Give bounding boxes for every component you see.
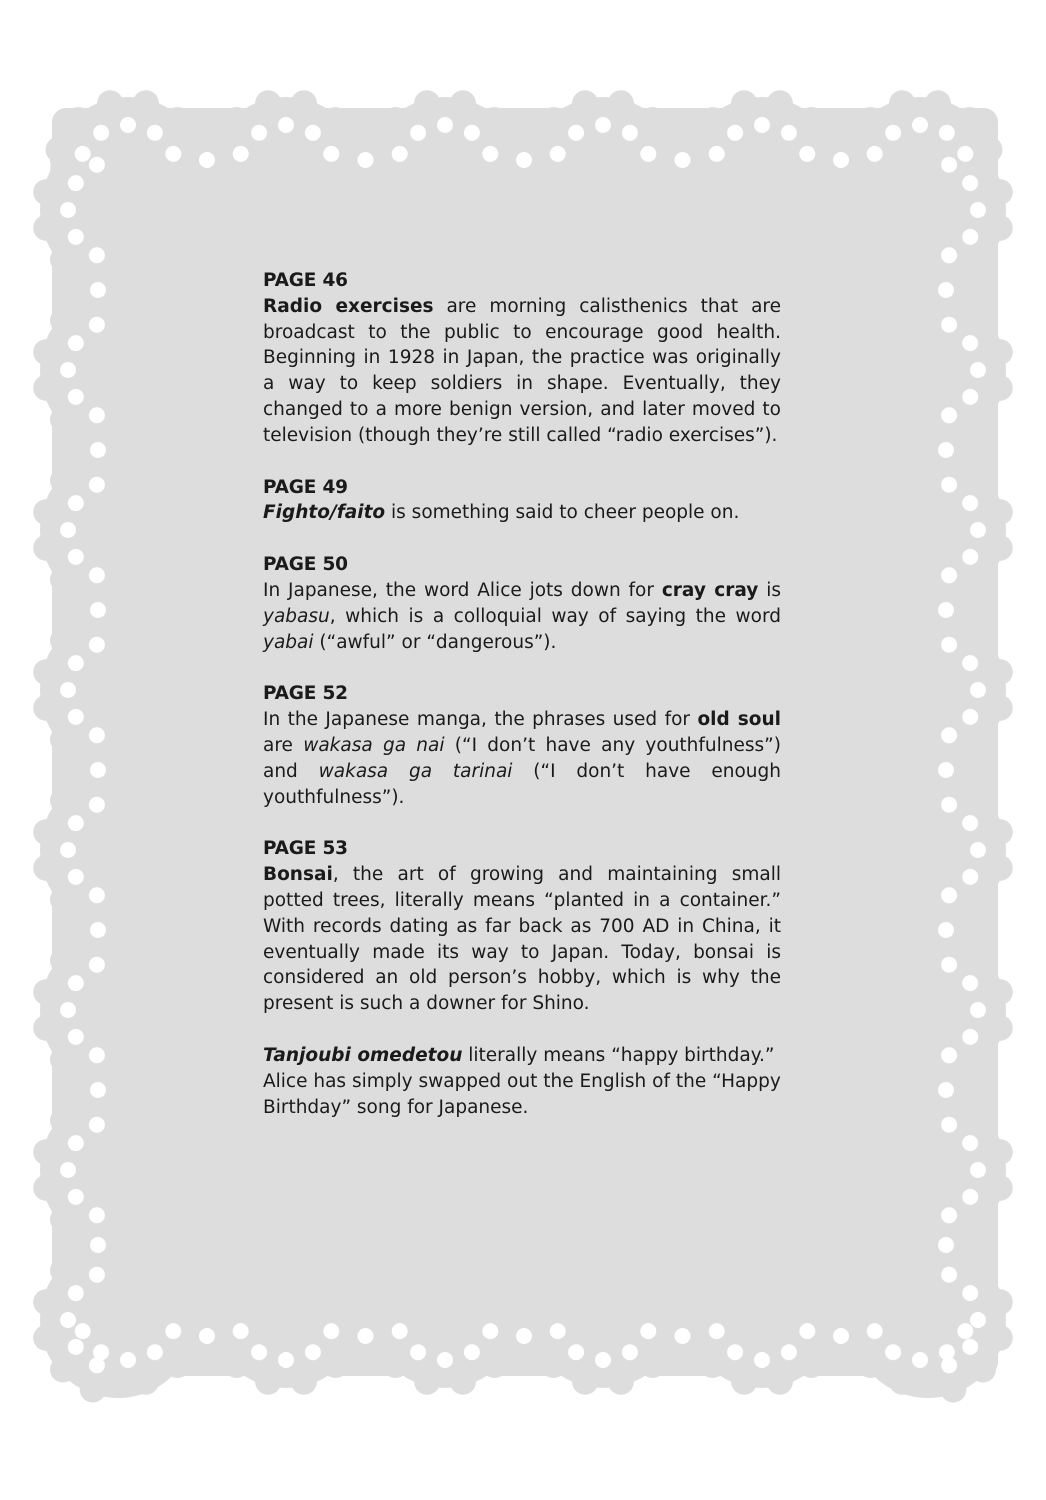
lace-hole <box>323 1323 339 1339</box>
japanese-word: wakasa ga nai <box>303 734 445 756</box>
lace-hole <box>799 146 815 162</box>
japanese-word: wakasa ga tarinai <box>318 760 513 782</box>
lace-hole <box>68 869 84 885</box>
lace-hole <box>516 152 532 168</box>
glossary-term: Tanjoubi omedetou <box>263 1044 463 1066</box>
lace-hole <box>938 922 954 938</box>
note-text: In Japanese, the word Alice jots down for <box>263 579 662 601</box>
lace-hole <box>89 247 105 263</box>
lace-hole <box>482 146 498 162</box>
lace-hole <box>90 762 106 778</box>
lace-hole <box>233 1323 249 1339</box>
lace-hole <box>516 1328 532 1344</box>
lace-hole <box>68 389 84 405</box>
note-text: (“I don’t have any youthfulness”) and <box>263 734 781 782</box>
note-text: is <box>758 579 781 601</box>
lace-hole <box>941 1267 957 1283</box>
lace-hole <box>941 407 957 423</box>
note-body <box>263 1043 781 1120</box>
lace-hole <box>941 957 957 973</box>
lace-hole <box>75 1323 91 1339</box>
lace-hole <box>970 1002 986 1018</box>
lace-hole <box>938 762 954 778</box>
lace-hole <box>867 146 883 162</box>
lace-hole <box>727 125 743 141</box>
lace-hole <box>754 1352 770 1368</box>
lace-hole <box>970 1312 986 1328</box>
note-page-heading: PAGE 52 <box>263 683 348 705</box>
lace-hole <box>595 117 611 133</box>
lace-hole <box>89 1117 105 1133</box>
lace-hole <box>962 1189 978 1205</box>
lace-hole <box>68 175 84 191</box>
note-page-heading: PAGE 49 <box>263 476 348 498</box>
lace-hole <box>568 125 584 141</box>
lace-hole <box>60 522 76 538</box>
lace-hole <box>89 1267 105 1283</box>
lace-hole <box>89 797 105 813</box>
lace-hole <box>962 815 978 831</box>
lace-hole <box>89 317 105 333</box>
glossary-term: Bonsai <box>263 864 333 886</box>
note-section <box>263 681 781 810</box>
lace-hole <box>89 727 105 743</box>
lace-hole <box>885 1344 901 1360</box>
lace-hole <box>941 247 957 263</box>
lace-hole <box>941 887 957 903</box>
lace-hole <box>60 1002 76 1018</box>
lace-hole <box>68 335 84 351</box>
lace-hole <box>781 1344 797 1360</box>
lace-hole <box>675 1328 691 1344</box>
lace-hole <box>727 1344 743 1360</box>
lace-hole <box>938 1237 954 1253</box>
lace-hole <box>962 975 978 991</box>
japanese-word: yabasu <box>263 605 330 627</box>
note-text: (“I don’t have enough youthfulness”). <box>263 760 782 808</box>
lace-hole <box>93 125 109 141</box>
lace-hole <box>68 1285 84 1301</box>
note-section <box>263 1043 781 1120</box>
lace-hole <box>962 655 978 671</box>
lace-hole <box>392 1323 408 1339</box>
lace-hole <box>550 146 566 162</box>
lace-hole <box>595 1352 611 1368</box>
lace-hole <box>410 125 426 141</box>
lace-hole <box>939 125 955 141</box>
lace-hole <box>89 157 105 173</box>
lace-hole <box>60 842 76 858</box>
lace-hole <box>970 842 986 858</box>
scallop-bump <box>80 1377 106 1403</box>
lace-hole <box>90 442 106 458</box>
lace-hole <box>568 1344 584 1360</box>
lace-hole <box>68 975 84 991</box>
lace-hole <box>941 637 957 653</box>
lace-hole <box>709 146 725 162</box>
lace-hole <box>68 495 84 511</box>
note-section <box>263 552 781 655</box>
lace-hole <box>60 1312 76 1328</box>
lace-hole <box>675 152 691 168</box>
lace-hole <box>912 1352 928 1368</box>
lace-hole <box>68 1189 84 1205</box>
lace-hole <box>147 125 163 141</box>
translation-notes <box>263 268 781 1146</box>
lace-hole <box>938 1082 954 1098</box>
glossary-term: cray cray <box>661 579 759 601</box>
note-page-heading: PAGE 46 <box>263 270 348 291</box>
lace-hole <box>962 389 978 405</box>
lace-hole <box>89 1357 105 1373</box>
lace-hole <box>68 1135 84 1151</box>
lace-hole <box>251 125 267 141</box>
lace-hole <box>89 637 105 653</box>
lace-hole <box>962 229 978 245</box>
lace-hole <box>90 1237 106 1253</box>
lace-hole <box>89 1207 105 1223</box>
lace-hole <box>199 152 215 168</box>
lace-hole <box>89 887 105 903</box>
lace-hole <box>90 602 106 618</box>
lace-hole <box>120 117 136 133</box>
lace-hole <box>799 1323 815 1339</box>
lace-hole <box>957 1323 973 1339</box>
lace-hole <box>358 152 374 168</box>
lace-hole <box>754 117 770 133</box>
lace-hole <box>68 229 84 245</box>
lace-hole <box>941 1117 957 1133</box>
lace-hole <box>941 567 957 583</box>
lace-hole <box>278 1352 294 1368</box>
lace-hole <box>89 477 105 493</box>
lace-hole <box>941 1207 957 1223</box>
lace-hole <box>251 1344 267 1360</box>
note-page-heading: PAGE 50 <box>263 554 348 576</box>
lace-hole <box>437 117 453 133</box>
lace-hole <box>938 442 954 458</box>
lace-hole <box>437 1352 453 1368</box>
note-text: , the art of growing and maintaining small potted trees, literally means “planted in a container.” With records dating as far back as 700 AD in China, it eventually made its way to Japan. Today, bonsai is considered an old person’s hobby, which is why the present is such a downer for Shino. <box>263 864 781 1015</box>
lace-hole <box>68 1339 84 1355</box>
glossary-term: Radio exercises <box>263 295 434 317</box>
scallop-bump <box>940 1377 966 1403</box>
lace-hole <box>90 922 106 938</box>
note-text: literally means “happy birthday.” Alice has simply swapped out the English of the “Happy Birthday” song for Japanese. <box>263 1044 781 1118</box>
lace-hole <box>199 1328 215 1344</box>
lace-hole <box>89 407 105 423</box>
lace-hole <box>68 549 84 565</box>
lace-hole <box>962 549 978 565</box>
note-text: is something said to cheer people on. <box>385 502 740 524</box>
lace-hole <box>89 1047 105 1063</box>
lace-hole <box>89 957 105 973</box>
glossary-term: old soul <box>697 709 781 731</box>
lace-hole <box>550 1323 566 1339</box>
lace-hole <box>278 117 294 133</box>
lace-hole <box>970 202 986 218</box>
japanese-word: yabai <box>263 631 314 653</box>
lace-hole <box>60 1162 76 1178</box>
note-text: are morning calisthenics that are broadcast to the public to encourage good health. Beginning in 1928 in Japan, the practice was originally a way to keep soldiers in shape. Eventually, they changed to a more benign version, and later moved to television (though they’re still called “radio exercises”). <box>263 295 781 446</box>
lace-hole <box>358 1328 374 1344</box>
lace-hole <box>970 682 986 698</box>
note-text: In the Japanese manga, the phrases used for <box>263 709 698 731</box>
lace-hole <box>305 1344 321 1360</box>
lace-hole <box>233 146 249 162</box>
lace-hole <box>89 567 105 583</box>
lace-hole <box>941 727 957 743</box>
note-body <box>263 578 781 655</box>
lace-hole <box>962 1135 978 1151</box>
note-text: are <box>263 734 304 756</box>
lace-hole <box>68 815 84 831</box>
note-page-heading: PAGE 53 <box>263 838 348 860</box>
lace-hole <box>165 1323 181 1339</box>
lace-hole <box>165 146 181 162</box>
lace-hole <box>90 282 106 298</box>
lace-hole <box>938 282 954 298</box>
lace-hole <box>941 477 957 493</box>
lace-hole <box>464 1344 480 1360</box>
note-text: , which is a colloquial way of saying the word <box>329 605 781 627</box>
lace-hole <box>622 1344 638 1360</box>
lace-hole <box>962 1339 978 1355</box>
lace-hole <box>60 202 76 218</box>
note-body <box>263 707 781 810</box>
lace-hole <box>962 335 978 351</box>
lace-hole <box>392 146 408 162</box>
lace-hole <box>938 602 954 618</box>
lace-hole <box>90 1082 106 1098</box>
lace-hole <box>962 175 978 191</box>
lace-hole <box>410 1344 426 1360</box>
lace-hole <box>323 146 339 162</box>
lace-hole <box>305 125 321 141</box>
lace-hole <box>970 522 986 538</box>
lace-hole <box>60 362 76 378</box>
glossary-term: Fighto/faito <box>263 502 386 524</box>
lace-hole <box>941 317 957 333</box>
lace-hole <box>941 157 957 173</box>
lace-hole <box>962 869 978 885</box>
lace-hole <box>962 495 978 511</box>
lace-hole <box>941 797 957 813</box>
lace-hole <box>60 682 76 698</box>
lace-hole <box>833 152 849 168</box>
lace-hole <box>781 125 797 141</box>
note-section <box>263 836 781 1017</box>
note-body <box>263 500 781 526</box>
lace-hole <box>68 655 84 671</box>
lace-hole <box>640 1323 656 1339</box>
lace-hole <box>885 125 901 141</box>
lace-hole <box>709 1323 725 1339</box>
lace-hole <box>482 1323 498 1339</box>
lace-hole <box>912 117 928 133</box>
note-body <box>263 862 781 1017</box>
lace-hole <box>640 146 656 162</box>
lace-hole <box>147 1344 163 1360</box>
lace-hole <box>941 1357 957 1373</box>
note-text: (“awful” or “dangerous”). <box>313 631 557 653</box>
lace-hole <box>962 1285 978 1301</box>
lace-hole <box>957 146 973 162</box>
lace-hole <box>622 125 638 141</box>
lace-hole <box>833 1328 849 1344</box>
lace-hole <box>970 1162 986 1178</box>
note-section <box>263 268 781 449</box>
note-body <box>263 294 781 449</box>
lace-hole <box>464 125 480 141</box>
lace-hole <box>68 709 84 725</box>
lace-hole <box>867 1323 883 1339</box>
lace-hole <box>962 1029 978 1045</box>
lace-hole <box>970 362 986 378</box>
lace-hole <box>75 146 91 162</box>
lace-hole <box>941 1047 957 1063</box>
note-section <box>263 475 781 527</box>
lace-hole <box>962 709 978 725</box>
lace-hole <box>120 1352 136 1368</box>
lace-hole <box>68 1029 84 1045</box>
